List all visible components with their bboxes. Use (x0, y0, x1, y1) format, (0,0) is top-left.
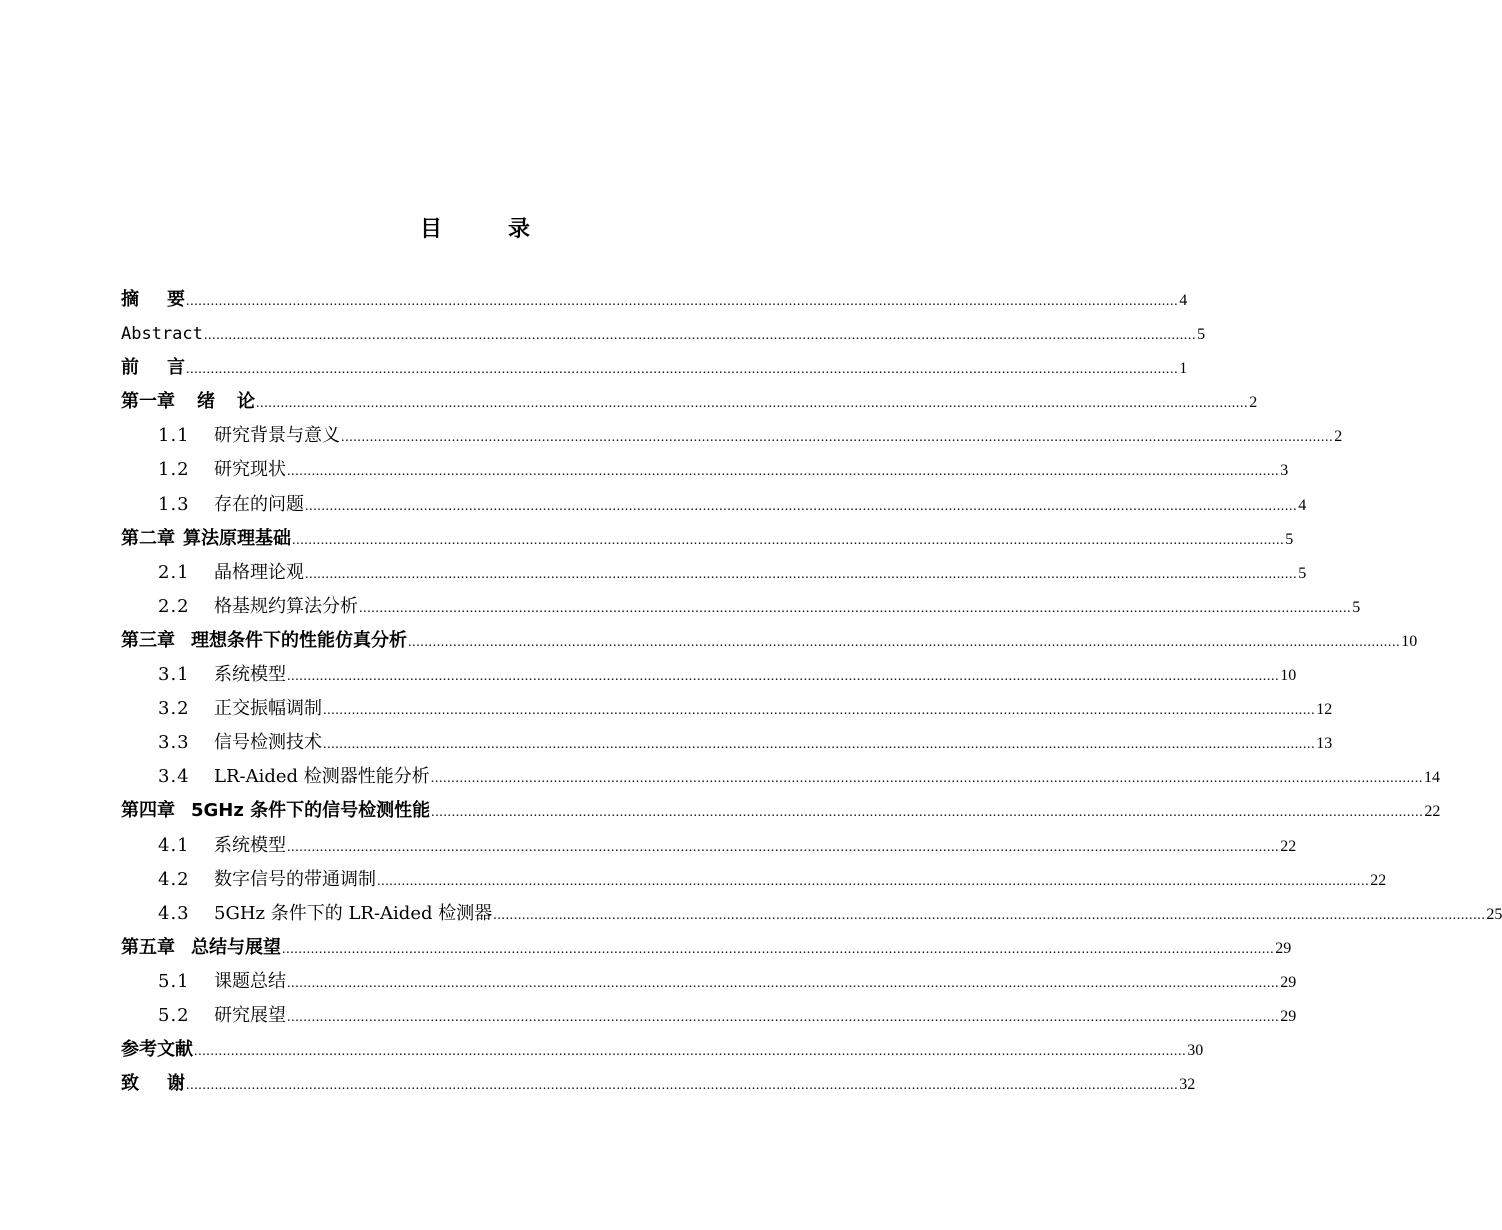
toc-leader-dots: .................................................................................................................................................................................................................................................. (287, 464, 1280, 480)
toc-page-number: 12 (1316, 701, 1333, 719)
toc-entry-section-4-2[interactable] (121, 863, 1387, 897)
toc-entry-label: 第五章 总结与展望 (121, 936, 281, 958)
toc-leader-dots: .................................................................................................................................................................................................................................................. (282, 941, 1275, 957)
toc-page-number: 10 (1280, 667, 1297, 685)
toc-page-number: 5 (1298, 564, 1307, 582)
toc-page-number: 22 (1370, 871, 1387, 889)
toc-leader-dots: .................................................................................................................................................................................................................................................. (359, 600, 1352, 616)
toc-entry-label: 3.4 LR-Aided 检测器性能分析 (158, 766, 430, 788)
toc-entry-label: 3.1 系统模型 (158, 664, 286, 686)
toc-entry-chapter-2[interactable] (121, 522, 1294, 556)
toc-entry-label: 5.2 研究展望 (158, 1004, 286, 1026)
toc-leader-dots: .................................................................................................................................................................................................................................................. (323, 703, 1316, 719)
toc-leader-dots: .................................................................................................................................................................................................................................................. (431, 805, 1424, 821)
toc-page-number: 14 (1423, 769, 1440, 787)
toc-entry-label: 1.3 存在的问题 (158, 493, 304, 515)
toc-entry-section-5-1[interactable] (121, 965, 1297, 999)
toc-page-number: 2 (1249, 394, 1258, 412)
toc-entry-chapter-5[interactable] (121, 931, 1292, 965)
toc-entry-label: 2.1 晶格理论观 (158, 561, 304, 583)
toc-leader-dots: .................................................................................................................................................................................................................................................. (341, 430, 1334, 446)
toc-entry-section-1-2[interactable] (121, 453, 1289, 487)
toc-leader-dots: .................................................................................................................................................................................................................................................. (323, 737, 1316, 753)
toc-entry-section-1-3[interactable] (121, 488, 1307, 522)
toc-leader-dots: .................................................................................................................................................................................................................................................. (377, 873, 1370, 889)
toc-page-number: 2 (1334, 428, 1343, 446)
toc-leader-dots: .................................................................................................................................................................................................................................................. (287, 839, 1280, 855)
toc-entry-abstract-cn[interactable] (121, 283, 1188, 317)
toc-entry-section-3-1[interactable] (121, 658, 1297, 692)
toc-leader-dots: .................................................................................................................................................................................................................................................. (186, 294, 1179, 309)
toc-leader-dots: .................................................................................................................................................................................................................................................. (203, 328, 1197, 344)
toc-entry-section-5-2[interactable] (121, 999, 1297, 1033)
toc-entry-label: 4.3 5GHz 条件下的 LR-Aided 检测器 (158, 902, 493, 924)
toc-leader-dots: .................................................................................................................................................................................................................................................. (256, 396, 1249, 412)
toc-entry-section-4-1[interactable] (121, 829, 1297, 863)
toc-entry-label: 5.1 课题总结 (158, 970, 286, 992)
table-of-contents (121, 283, 1502, 1101)
toc-entry-label: 前 言 (121, 357, 185, 379)
toc-entry-label: 1.2 研究现状 (158, 459, 286, 481)
toc-entry-section-1-1[interactable] (121, 419, 1343, 453)
toc-entry-label: 参考文献 (121, 1039, 193, 1061)
toc-entry-chapter-1[interactable] (121, 385, 1258, 419)
toc-leader-dots: .................................................................................................................................................................................................................................................. (493, 907, 1486, 923)
toc-leader-dots: .................................................................................................................................................................................................................................................. (305, 498, 1298, 514)
toc-entry-section-3-2[interactable] (121, 692, 1333, 726)
toc-page-number: 1 (1179, 360, 1188, 378)
toc-entry-section-2-2[interactable] (121, 590, 1361, 624)
toc-leader-dots: .................................................................................................................................................................................................................................................. (408, 634, 1401, 650)
toc-leader-dots: .................................................................................................................................................................................................................................................. (305, 566, 1298, 582)
toc-leader-dots: .................................................................................................................................................................................................................................................. (287, 1009, 1280, 1025)
toc-leader-dots: .................................................................................................................................................................................................................................................. (430, 771, 1423, 787)
toc-entry-section-3-4[interactable] (121, 760, 1440, 794)
toc-page-number: 4 (1298, 496, 1307, 514)
toc-page-number: 22 (1280, 837, 1297, 855)
toc-entry-section-4-3[interactable] (121, 897, 1502, 931)
toc-page-number: 25 (1486, 905, 1502, 923)
toc-entry-label: 摘 要 (121, 289, 185, 310)
toc-page-number: 29 (1280, 973, 1297, 991)
toc-page-number: 5 (1285, 530, 1294, 548)
toc-leader-dots: .................................................................................................................................................................................................................................................. (186, 1078, 1179, 1094)
toc-page-number: 29 (1275, 939, 1292, 957)
toc-page-number: 5 (1197, 326, 1206, 344)
toc-entry-label: 4.1 系统模型 (158, 834, 286, 856)
toc-entry-label: 2.2 格基规约算法分析 (158, 595, 358, 617)
toc-entry-label: 第三章 理想条件下的性能仿真分析 (121, 629, 407, 651)
toc-entry-label: 1.1 研究背景与意义 (158, 425, 340, 447)
toc-leader-dots: .................................................................................................................................................................................................................................................. (186, 362, 1179, 378)
toc-page-number: 29 (1280, 1007, 1297, 1025)
toc-entry-label: Abstract (121, 324, 203, 345)
toc-entry-section-2-1[interactable] (121, 556, 1307, 590)
toc-entry-label: 第四章 5GHz 条件下的信号检测性能 (121, 800, 431, 822)
toc-entry-label: 3.3 信号检测技术 (158, 732, 322, 754)
toc-entry-acknowledgements[interactable] (121, 1067, 1196, 1101)
toc-entry-label: 3.2 正交振幅调制 (158, 698, 322, 720)
toc-leader-dots: .................................................................................................................................................................................................................................................. (287, 975, 1280, 991)
toc-page-number: 32 (1179, 1076, 1196, 1094)
toc-page-number: 10 (1401, 632, 1418, 650)
toc-entry-references[interactable] (121, 1033, 1204, 1067)
toc-page-number: 3 (1280, 462, 1289, 480)
toc-entry-preface[interactable] (121, 351, 1188, 385)
toc-entry-section-3-3[interactable] (121, 726, 1333, 760)
toc-entry-chapter-4[interactable] (121, 794, 1441, 828)
toc-page-number: 30 (1187, 1042, 1204, 1060)
toc-page-number: 22 (1424, 803, 1441, 821)
toc-entry-chapter-3[interactable] (121, 624, 1418, 658)
toc-leader-dots: .................................................................................................................................................................................................................................................. (194, 1044, 1187, 1060)
toc-entry-label: 4.2 数字信号的带通调制 (158, 868, 376, 890)
toc-title: 目 录 (419, 217, 552, 242)
toc-page-number: 13 (1316, 735, 1333, 753)
toc-entry-label: 第二章 算法原理基础 (121, 527, 291, 549)
toc-entry-label: 致 谢 (121, 1073, 185, 1095)
toc-entry-abstract-en[interactable] (121, 317, 1206, 351)
toc-page-number: 5 (1352, 598, 1361, 616)
toc-leader-dots: .................................................................................................................................................................................................................................................. (292, 532, 1285, 548)
toc-leader-dots: .................................................................................................................................................................................................................................................. (287, 669, 1280, 685)
toc-entry-label: 第一章 绪 论 (121, 391, 255, 413)
toc-page-number: 4 (1179, 292, 1188, 309)
